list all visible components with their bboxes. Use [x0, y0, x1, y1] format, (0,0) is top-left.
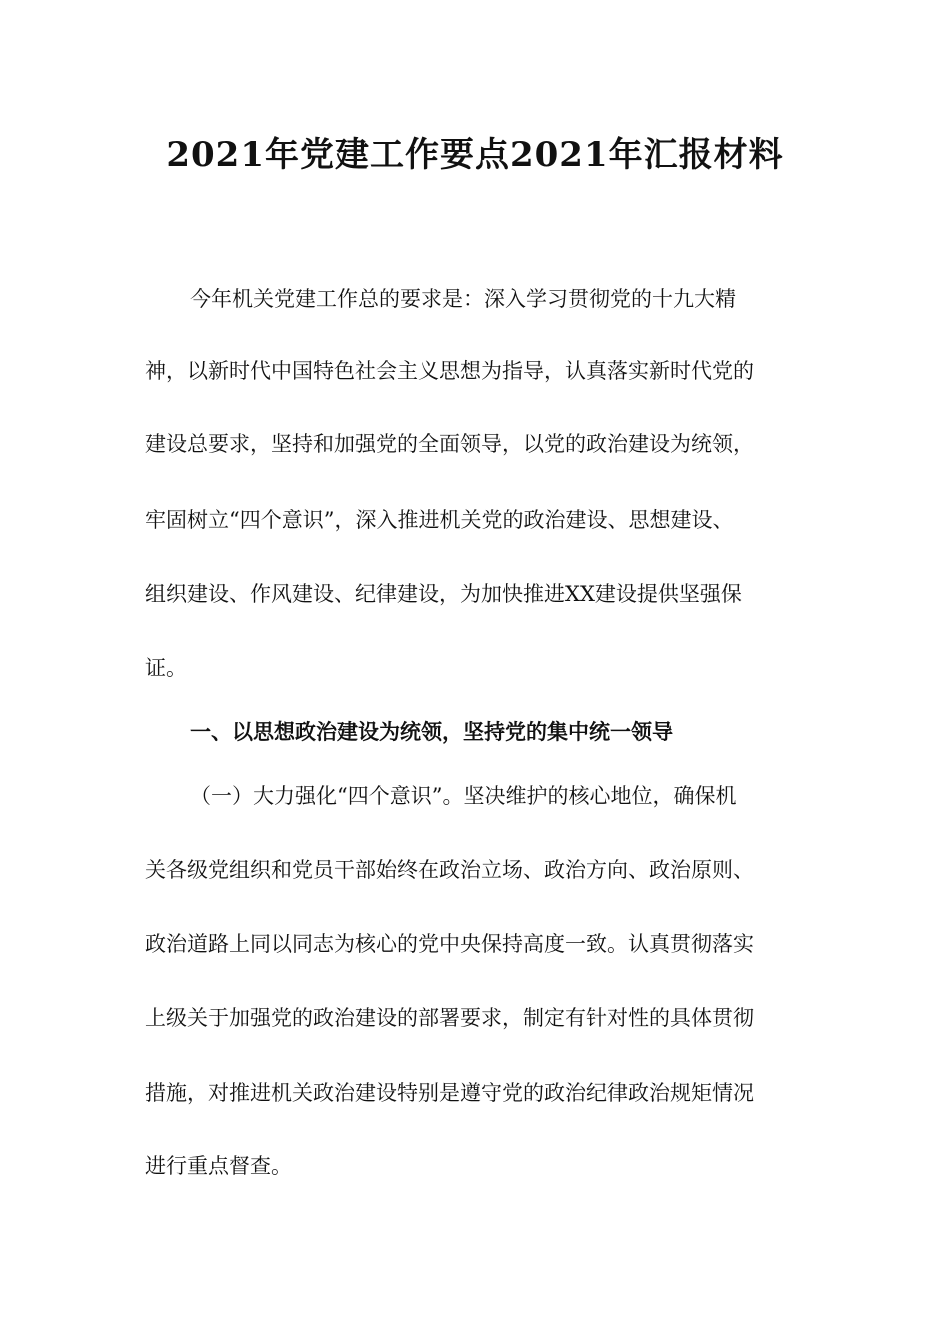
document-title: 2021年党建工作要点2021年汇报材料	[166, 135, 784, 175]
paragraph-2-line-2: 关各级党组织和党员干部始终在政治立场、政治方向、政治原则、	[145, 858, 754, 882]
paragraph-1-line-5: 组织建设、作风建设、纪律建设，为加快推进XX建设提供坚强保	[145, 582, 742, 606]
paragraph-2-line-6: 进行重点督查。	[145, 1154, 292, 1178]
paragraph-2-line-4: 上级关于加强党的政治建设的部署要求，制定有针对性的具体贯彻	[145, 1006, 754, 1030]
paragraph-2-line-1: （一）大力强化“四个意识”。坚决维护的核心地位，确保机	[190, 784, 737, 808]
paragraph-2-line-5: 措施，对推进机关政治建设特别是遵守党的政治纪律政治规矩情况	[145, 1081, 754, 1105]
paragraph-1-line-3: 建设总要求，坚持和加强党的全面领导，以党的政治建设为统领，	[145, 432, 754, 456]
paragraph-1-line-1: 今年机关党建工作总的要求是：深入学习贯彻党的十九大精	[190, 287, 736, 311]
paragraph-1-line-2: 神，以新时代中国特色社会主义思想为指导，认真落实新时代党的	[145, 359, 754, 383]
paragraph-2-line-3: 政治道路上同以同志为核心的党中央保持高度一致。认真贯彻落实	[145, 932, 754, 956]
paragraph-1-line-6: 证。	[145, 656, 187, 680]
section-1-heading: 一、以思想政治建设为统领，坚持党的集中统一领导	[190, 719, 673, 744]
paragraph-1-line-4: 牢固树立“四个意识”，深入推进机关党的政治建设、思想建设、	[145, 508, 734, 532]
